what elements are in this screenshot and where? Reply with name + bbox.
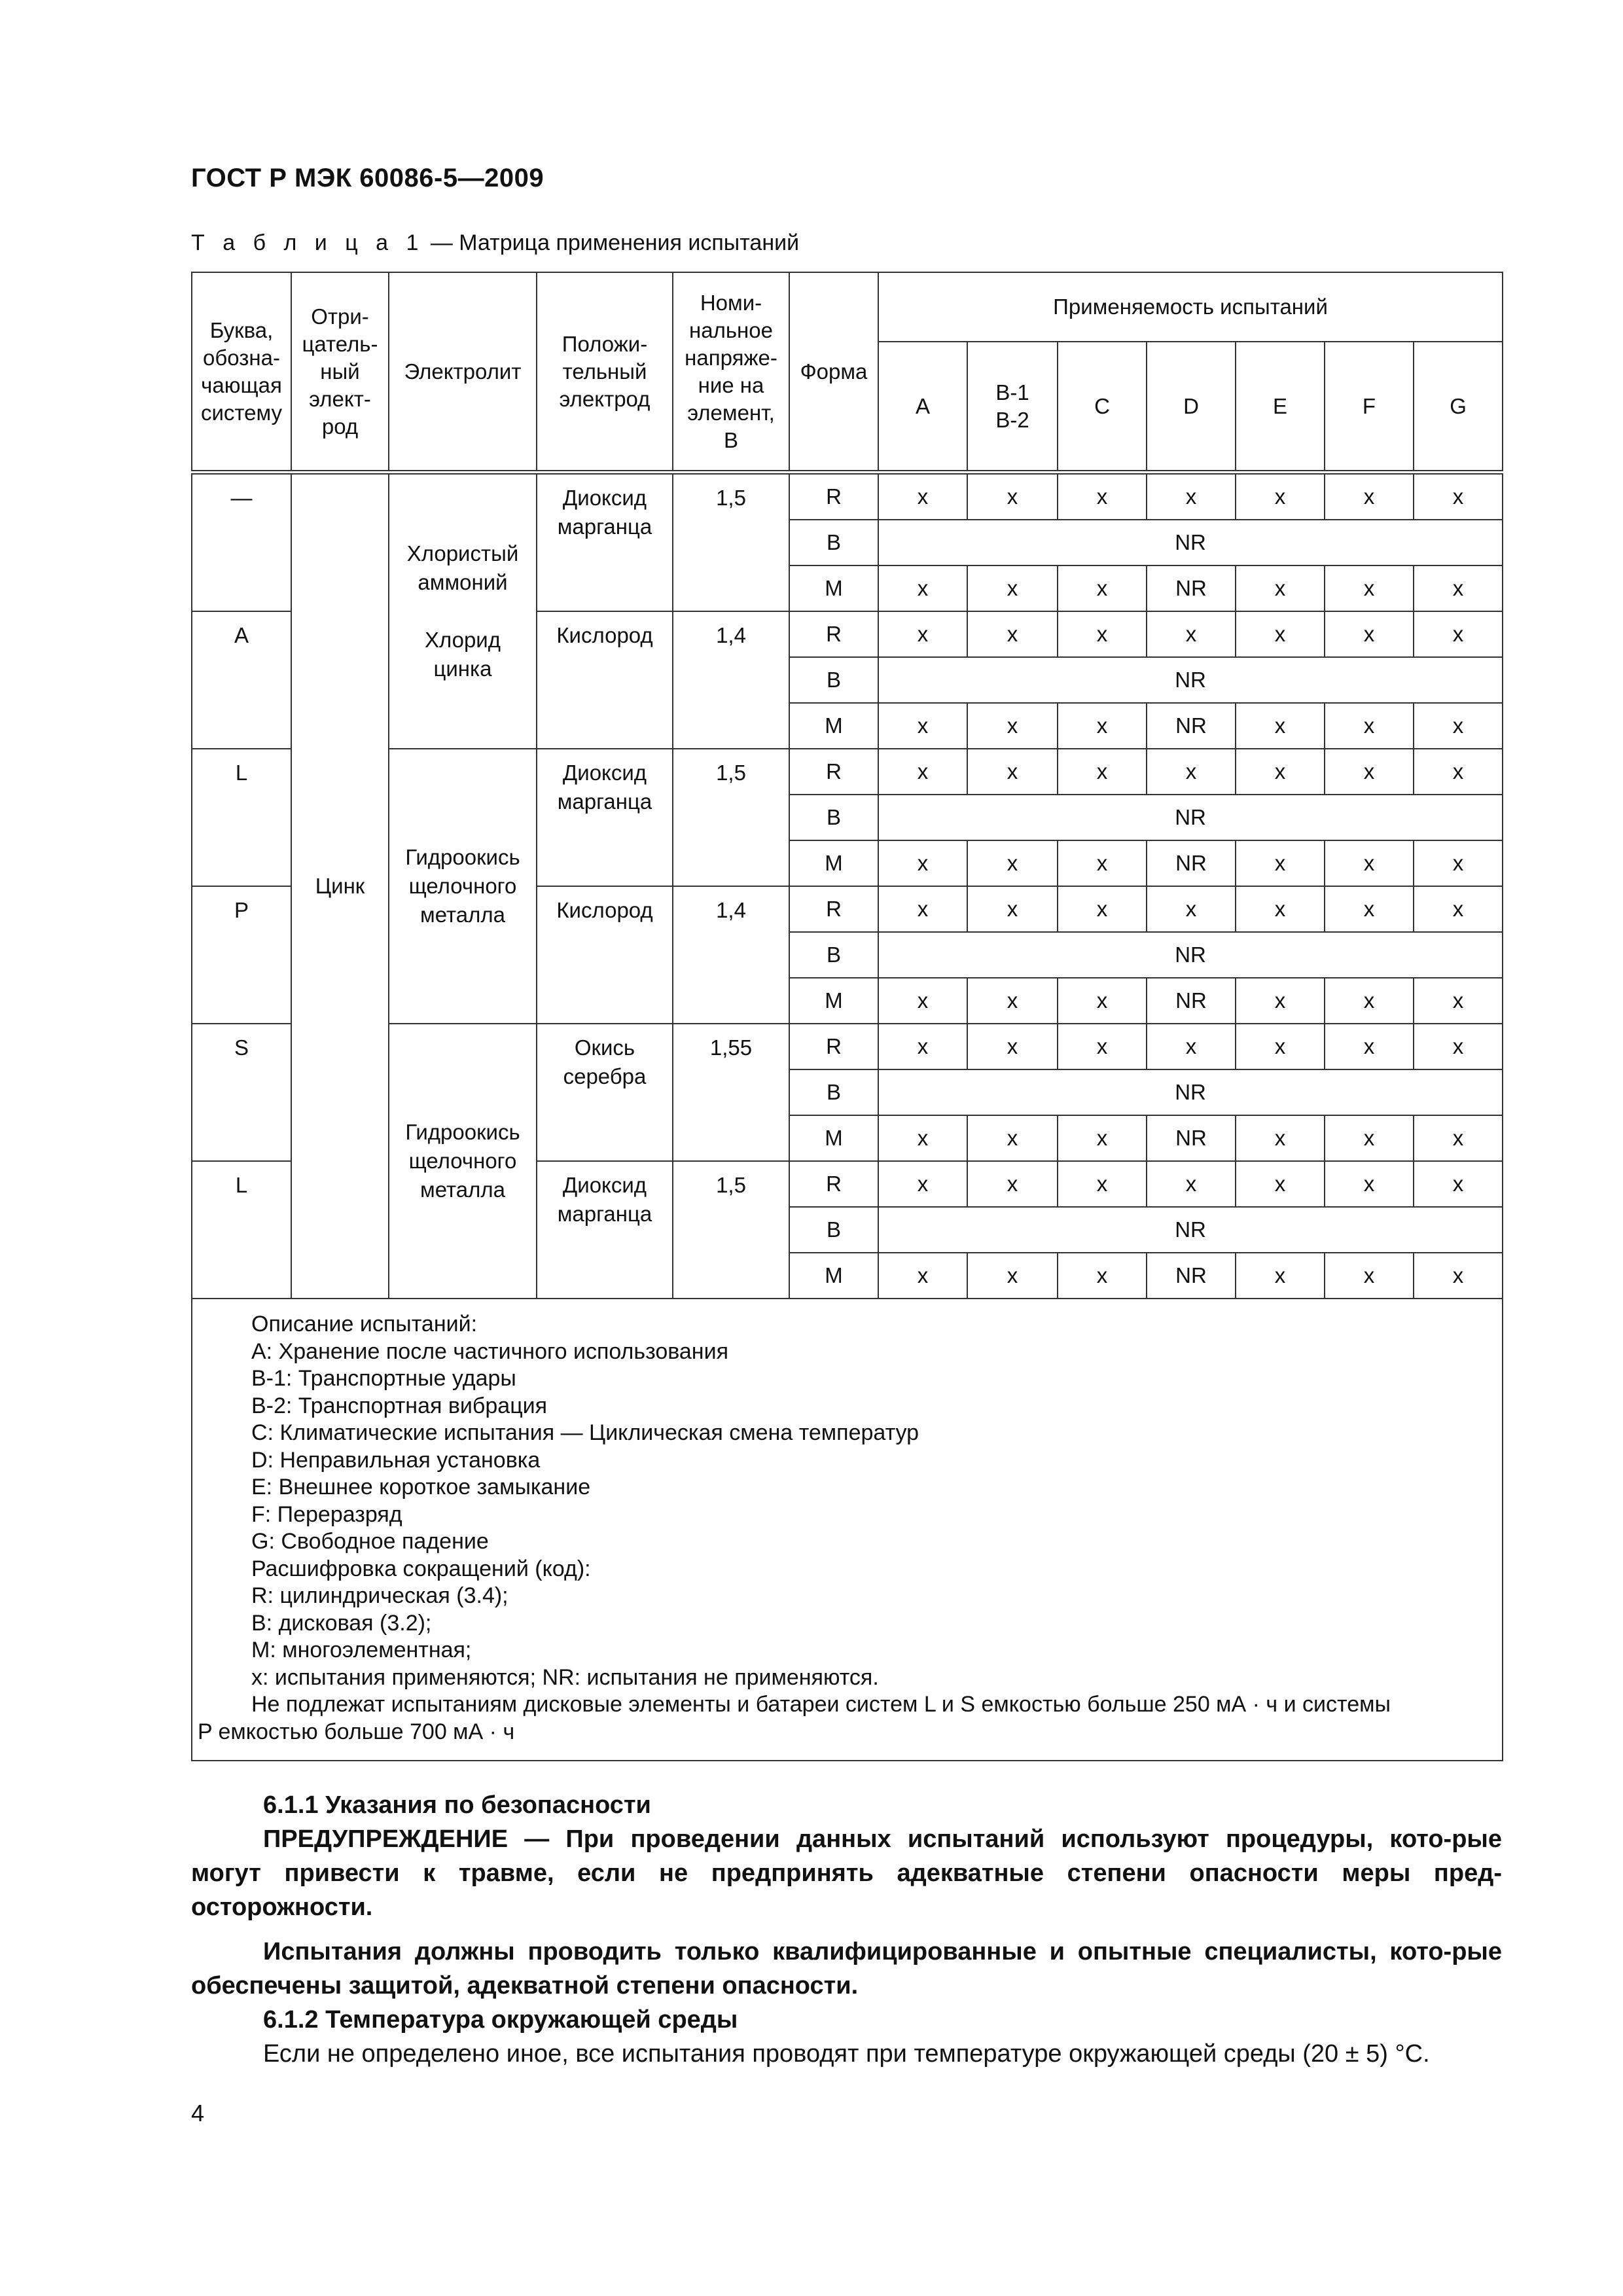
note-line: B-2: Транспортная вибрация <box>251 1393 548 1418</box>
test-cell: x <box>1414 978 1503 1024</box>
test-cell: x <box>1325 840 1414 886</box>
test-cell: x <box>1058 1161 1147 1207</box>
qualified-personnel-note: Испытания должны проводить только квалифицированные и опытные специалисты, кото-рые обеспечены защитой, адекватной степени опасности. <box>191 1938 1502 2000</box>
test-cell: x <box>1414 1024 1503 1069</box>
negative-electrode: Цинк <box>291 473 389 1299</box>
test-cell: x <box>1236 473 1325 520</box>
test-cell: x <box>1058 749 1147 795</box>
safety-warning: ПРЕДУПРЕЖДЕНИЕ — При проведении данных испытаний используют процедуры, кото-рые могут привести к травме, если не предпринять адекватные степени опасности меры пред-осторожности. <box>191 1825 1502 1921</box>
test-cell: x <box>878 611 967 657</box>
form-code: R <box>789 473 878 520</box>
test-cell: NR <box>1147 978 1236 1024</box>
form-code: B <box>789 795 878 840</box>
nominal-voltage: 1,4 <box>673 611 789 749</box>
test-cell: x <box>1414 1115 1503 1161</box>
note-line: G: Свободное падение <box>251 1529 489 1554</box>
section-6-1-1-heading: 6.1.1 Указания по безопасности <box>263 1791 651 1819</box>
test-cell: x <box>1325 1161 1414 1207</box>
test-cell: x <box>878 840 967 886</box>
test-cell: x <box>1414 703 1503 749</box>
test-cell: NR <box>1147 1253 1236 1299</box>
test-cell: x <box>1236 886 1325 932</box>
system-letter: L <box>192 1161 291 1299</box>
col-header-negative-electrode: Отри- цатель- ный элект- род <box>291 272 389 473</box>
table-row <box>192 1024 1503 1069</box>
positive-electrode: Диоксид марганца <box>537 749 673 886</box>
test-cell: x <box>967 1253 1058 1299</box>
test-cell: x <box>1058 565 1147 611</box>
document-header: ГОСТ Р МЭК 60086-5—2009 <box>191 164 544 192</box>
note-line: x: испытания применяются; NR: испытания не применяются. <box>251 1664 879 1690</box>
test-cell: x <box>1236 1253 1325 1299</box>
test-cell: x <box>1414 1253 1503 1299</box>
test-cell: x <box>967 840 1058 886</box>
test-cell: x <box>1325 1253 1414 1299</box>
test-cell-nr: NR <box>878 520 1503 565</box>
table-row <box>192 749 1503 795</box>
test-cell: x <box>967 703 1058 749</box>
test-cell: x <box>1058 886 1147 932</box>
test-header-0: A <box>878 342 967 473</box>
form-code: B <box>789 657 878 703</box>
test-cell: x <box>878 1115 967 1161</box>
section-6-1-1 <box>191 1788 1502 2071</box>
note-line: B-1: Транспортные удары <box>251 1366 516 1391</box>
test-cell: x <box>967 886 1058 932</box>
test-cell: x <box>967 749 1058 795</box>
note-line: F: Переразряд <box>251 1501 402 1527</box>
form-code: B <box>789 1207 878 1253</box>
positive-electrode: Окись серебра <box>537 1024 673 1161</box>
electrolyte: Гидроокись щелочного металла <box>389 749 537 1024</box>
note-line: Расшифровка сокращений (код): <box>251 1556 591 1581</box>
nominal-voltage: 1,4 <box>673 886 789 1024</box>
test-cell: x <box>1236 703 1325 749</box>
system-letter: L <box>192 749 291 886</box>
test-cell: x <box>1236 611 1325 657</box>
test-cell: x <box>878 1253 967 1299</box>
form-code: M <box>789 1115 878 1161</box>
test-cell: x <box>1325 749 1414 795</box>
test-cell: x <box>878 749 967 795</box>
test-cell: x <box>1236 565 1325 611</box>
test-cell: x <box>1058 1024 1147 1069</box>
test-cell: x <box>1236 1161 1325 1207</box>
form-code: R <box>789 611 878 657</box>
test-cell: x <box>967 1161 1058 1207</box>
note-line-last: P емкостью больше 700 мА · ч <box>198 1719 515 1744</box>
note-line: E: Внешнее короткое замыкание <box>251 1475 591 1499</box>
form-code: B <box>789 932 878 978</box>
test-header-3: D <box>1147 342 1236 473</box>
form-code: M <box>789 1253 878 1299</box>
page-number: 4 <box>191 2100 205 2126</box>
table-caption-label: Т а б л и ц а 1 <box>191 230 425 255</box>
test-cell: x <box>1147 611 1236 657</box>
table-row <box>192 473 1503 520</box>
test-cell: x <box>1058 473 1147 520</box>
test-matrix-table <box>191 272 1503 1761</box>
col-header-applicability: Применяемость испытаний <box>878 272 1503 342</box>
test-cell: x <box>1236 1024 1325 1069</box>
test-cell: x <box>1147 1024 1236 1069</box>
electrolyte: Гидроокись щелочного металла <box>389 1024 537 1299</box>
nominal-voltage: 1,55 <box>673 1024 789 1161</box>
test-cell: x <box>1414 611 1503 657</box>
test-cell: x <box>1236 1115 1325 1161</box>
test-cell: x <box>1147 886 1236 932</box>
form-code: M <box>789 978 878 1024</box>
test-cell-nr: NR <box>878 795 1503 840</box>
table-notes <box>192 1299 1503 1761</box>
test-cell: x <box>967 1115 1058 1161</box>
form-code: R <box>789 1161 878 1207</box>
test-cell: x <box>1414 840 1503 886</box>
form-code: B <box>789 1069 878 1115</box>
table-caption-title: — Матрица применения испытаний <box>424 230 800 255</box>
test-cell: x <box>878 473 967 520</box>
col-header-voltage: Номи- нальное напряже- ние на элемент, В <box>673 272 789 473</box>
test-header-2: C <box>1058 342 1147 473</box>
test-cell: NR <box>1147 840 1236 886</box>
test-cell: x <box>1414 886 1503 932</box>
test-cell: x <box>1325 978 1414 1024</box>
form-code: R <box>789 1024 878 1069</box>
test-cell: x <box>1058 1115 1147 1161</box>
section-6-1-2-heading: 6.1.2 Температура окружающей среды <box>263 2006 738 2034</box>
nominal-voltage: 1,5 <box>673 473 789 612</box>
test-cell: x <box>1147 749 1236 795</box>
col-header-form: Форма <box>789 272 878 473</box>
note-line: B: дисковая (3.2); <box>251 1610 432 1636</box>
table-caption <box>191 230 799 256</box>
test-cell-nr: NR <box>878 932 1503 978</box>
test-cell: x <box>1325 1024 1414 1069</box>
test-cell: x <box>1414 565 1503 611</box>
test-cell: x <box>878 1024 967 1069</box>
form-code: R <box>789 749 878 795</box>
test-cell: x <box>967 1024 1058 1069</box>
test-cell: x <box>878 978 967 1024</box>
test-cell: x <box>967 978 1058 1024</box>
test-header-6: G <box>1414 342 1503 473</box>
form-code: M <box>789 703 878 749</box>
note-line: Не подлежат испытаниям дисковые элементы и батареи систем L и S емкостью больше 250 мА · ч и системы <box>251 1692 1391 1717</box>
ambient-temperature-text: Если не определено иное, все испытания проводят при температуре окружающей среды (20 ± 5) °С. <box>263 2040 1430 2068</box>
test-cell: x <box>967 473 1058 520</box>
test-cell: x <box>878 565 967 611</box>
test-cell-nr: NR <box>878 1069 1503 1115</box>
electrolyte: Хлористый аммоний Хлорид цинка <box>389 473 537 749</box>
test-cell: x <box>1325 886 1414 932</box>
nominal-voltage: 1,5 <box>673 1161 789 1299</box>
test-cell: x <box>878 1161 967 1207</box>
test-cell: x <box>1325 611 1414 657</box>
test-cell: x <box>1236 978 1325 1024</box>
system-letter: — <box>192 473 291 612</box>
test-cell: NR <box>1147 565 1236 611</box>
system-letter: S <box>192 1024 291 1161</box>
system-letter: A <box>192 611 291 749</box>
test-cell: x <box>1325 473 1414 520</box>
note-line: A: Хранение после частичного использования <box>251 1338 728 1364</box>
system-letter: P <box>192 886 291 1024</box>
test-cell: x <box>1147 1161 1236 1207</box>
test-cell: x <box>1236 840 1325 886</box>
test-cell: x <box>1236 749 1325 795</box>
test-cell: x <box>878 886 967 932</box>
nominal-voltage: 1,5 <box>673 749 789 886</box>
test-cell: x <box>1325 565 1414 611</box>
note-line: M: многоэлементная; <box>251 1638 472 1662</box>
test-header-5: F <box>1325 342 1414 473</box>
notes-row <box>192 1299 1503 1761</box>
test-cell: x <box>878 703 967 749</box>
col-header-electrolyte: Электролит <box>389 272 537 473</box>
positive-electrode: Кислород <box>537 611 673 749</box>
test-cell: x <box>967 565 1058 611</box>
test-cell: x <box>1058 840 1147 886</box>
note-line: R: цилиндрическая (3.4); <box>251 1583 508 1608</box>
test-cell: NR <box>1147 703 1236 749</box>
test-cell: NR <box>1147 1115 1236 1161</box>
test-cell: x <box>1058 703 1147 749</box>
test-cell: x <box>1058 1253 1147 1299</box>
test-cell: x <box>1325 1115 1414 1161</box>
test-cell: x <box>1058 978 1147 1024</box>
positive-electrode: Диоксид марганца <box>537 473 673 612</box>
form-code: B <box>789 520 878 565</box>
note-line: Описание испытаний: <box>251 1312 478 1336</box>
test-cell: x <box>1414 473 1503 520</box>
positive-electrode: Кислород <box>537 886 673 1024</box>
test-cell: x <box>1414 749 1503 795</box>
form-code: M <box>789 565 878 611</box>
col-header-letter: Буква, обозна- чающая систему <box>192 272 291 473</box>
note-line: C: Климатические испытания — Циклическая смена температур <box>251 1420 919 1445</box>
form-code: M <box>789 840 878 886</box>
test-cell: x <box>1058 611 1147 657</box>
positive-electrode: Диоксид марганца <box>537 1161 673 1299</box>
col-header-positive-electrode: Положи- тельный электрод <box>537 272 673 473</box>
test-cell-nr: NR <box>878 657 1503 703</box>
form-code: R <box>789 886 878 932</box>
test-cell: x <box>1147 473 1236 520</box>
note-line: D: Неправильная установка <box>251 1447 541 1473</box>
test-cell-nr: NR <box>878 1207 1503 1253</box>
test-header-1: B-1 B-2 <box>967 342 1058 473</box>
test-header-4: E <box>1236 342 1325 473</box>
test-cell: x <box>1325 703 1414 749</box>
test-cell: x <box>1414 1161 1503 1207</box>
test-cell: x <box>967 611 1058 657</box>
